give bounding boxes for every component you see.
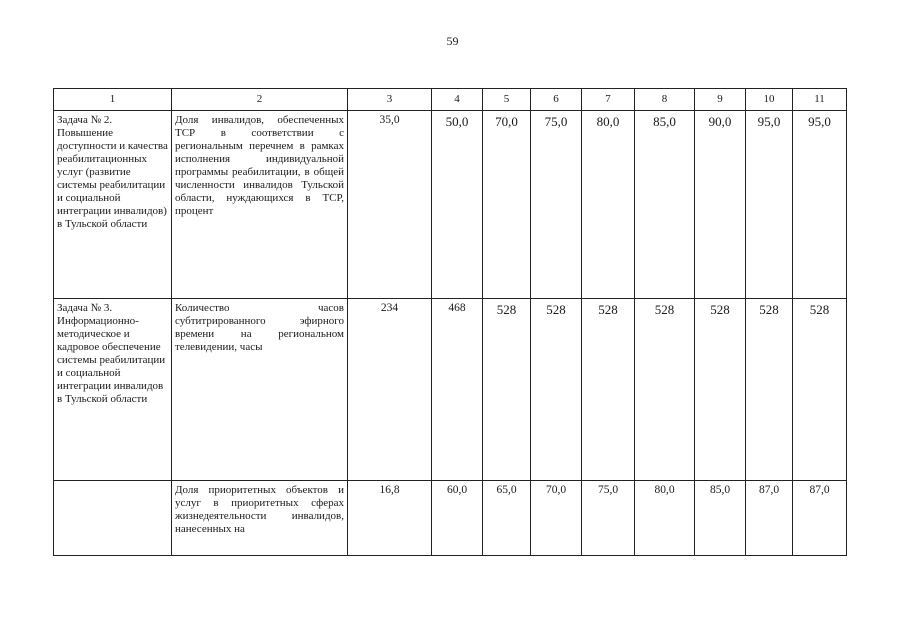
value-cell: 16,8 — [348, 481, 432, 556]
column-header: 8 — [635, 89, 695, 111]
value-cell: 50,0 — [432, 111, 483, 299]
table-row — [54, 299, 847, 481]
value-cell: 85,0 — [635, 111, 695, 299]
value-cell: 528 — [531, 299, 582, 481]
value-cell: 95,0 — [746, 111, 793, 299]
value-cell: 80,0 — [582, 111, 635, 299]
column-header: 10 — [746, 89, 793, 111]
task-cell: Задача № 3. Информационно-методическое и кадровое обеспечение системы реабилитации и социальной интеграции инвалидов в Тульской области — [54, 299, 172, 481]
column-header: 11 — [793, 89, 847, 111]
indicator-cell: Количество часов субтитрированного эфирного времени на региональном телевидении, часы — [172, 299, 348, 481]
value-cell: 528 — [793, 299, 847, 481]
task-cell: Задача № 2. Повышение доступности и качества реабилитационных услуг (развитие системы реабилитации и социальной интеграции инвалидов) в Тульской области — [54, 111, 172, 299]
value-cell: 87,0 — [793, 481, 847, 556]
column-header: 9 — [695, 89, 746, 111]
value-cell: 528 — [746, 299, 793, 481]
value-cell: 95,0 — [793, 111, 847, 299]
value-cell: 70,0 — [483, 111, 531, 299]
value-cell: 87,0 — [746, 481, 793, 556]
value-cell: 90,0 — [695, 111, 746, 299]
column-header: 3 — [348, 89, 432, 111]
indicator-cell — [172, 481, 348, 556]
value-cell: 234 — [348, 299, 432, 481]
value-cell: 528 — [695, 299, 746, 481]
table-row — [54, 481, 847, 556]
value-cell: 528 — [483, 299, 531, 481]
table-row — [54, 111, 847, 299]
value-cell: 85,0 — [695, 481, 746, 556]
header-row — [54, 89, 847, 111]
value-cell: 70,0 — [531, 481, 582, 556]
indicators-table — [53, 88, 847, 556]
column-header: 5 — [483, 89, 531, 111]
page-number: 59 — [446, 34, 459, 48]
column-header: 2 — [172, 89, 348, 111]
value-cell: 528 — [582, 299, 635, 481]
value-cell: 35,0 — [348, 111, 432, 299]
value-cell: 60,0 — [432, 481, 483, 556]
value-cell: 75,0 — [531, 111, 582, 299]
task-cell — [54, 481, 172, 556]
column-header: 6 — [531, 89, 582, 111]
column-header: 4 — [432, 89, 483, 111]
value-cell: 468 — [432, 299, 483, 481]
value-cell: 80,0 — [635, 481, 695, 556]
column-header: 1 — [54, 89, 172, 111]
column-header: 7 — [582, 89, 635, 111]
value-cell: 65,0 — [483, 481, 531, 556]
indicator-text: Доля приоритетных объектов и услуг в приоритетных сферах жизнедеятельности инвалидов, нанесенных на — [175, 484, 344, 535]
value-cell: 75,0 — [582, 481, 635, 556]
indicator-cell: Доля инвалидов, обеспеченных ТСР в соответствии с региональным перечнем в рамках исполнения индивидуальной программы реабилитации, в общей численности инвалидов Тульской области, нуждающихся в ТСР, процент — [172, 111, 348, 299]
value-cell: 528 — [635, 299, 695, 481]
